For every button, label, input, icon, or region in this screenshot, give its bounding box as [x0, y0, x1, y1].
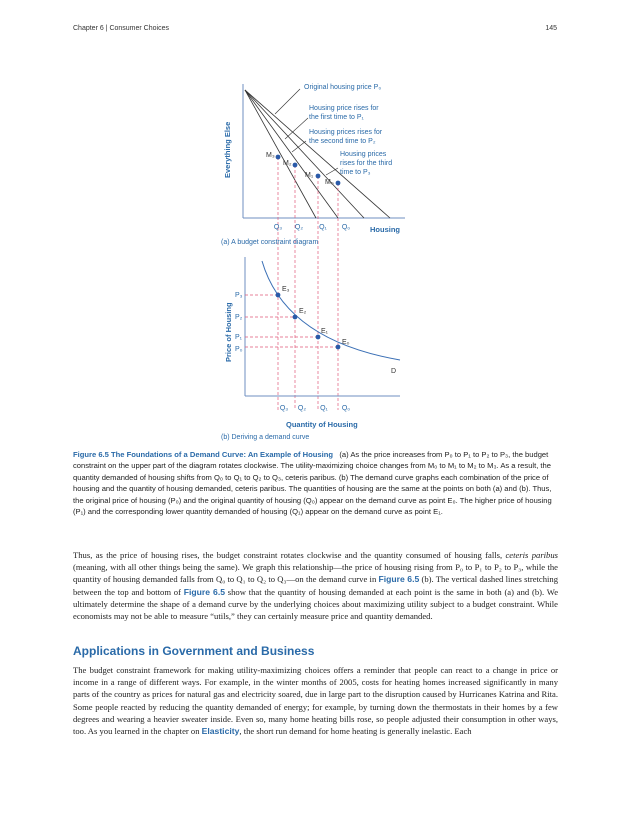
tick-a-q3: Q₃ — [273, 224, 283, 231]
panel-b-caption: (b) Deriving a demand curve — [221, 434, 310, 441]
annotation-second-rise-1: Housing prices rises for — [309, 129, 383, 136]
para1-text-1: Thus, as the price of housing rises, the budget constraint rotates clockwise and the quantity consumed of housing falls, — [73, 550, 506, 560]
budget-line-p3 — [245, 90, 316, 218]
panel-a — [221, 84, 405, 410]
para1-text-4: show that the quantity of housing demanded at each point is the same in both (a) and (b). We ultimately determine the shape of a demand curve by the underlying choices about maximizing utility subject to a budget constraint. While economists may not be able to measure “utils,” they can certainly measure price and quantity demanded. — [73, 586, 559, 622]
figure-6-5-link[interactable]: Figure 6.5 — [378, 574, 420, 585]
figure-caption — [73, 449, 558, 517]
point-m3 — [276, 155, 281, 160]
point-m0 — [336, 181, 341, 186]
label-e2: E₂ — [299, 308, 307, 315]
tick-b-q3: Q₃ — [279, 405, 289, 412]
figure-caption-text: (a) As the price increases from P₀ to P₁ to P₂ to P₃, the budget constraint on the upper part of the diagram rotates clockwise. The utility-maximizing choice changes from M₀ to M₁ to M₂ to M₃. As a result, the quantity demanded of housing shifts from Q₀ to Q₁ to Q₂ to Q₃, ceteris paribus. (b) The demand curve graphs each combination of the price of housing and the quantity of housing demanded, ceteris paribus. The quantities of housing are the same at the points on both (a) and (b). Thus, the original price of housing (P₀) and the original quantity of housing (Q₀) appear on the demand curve as point E₀. The higher price of housing (P₁) and the corresponding lower quantity demanded of housing (Q₁) appear on the demand curve as point E₁. — [73, 450, 552, 517]
tick-a-q1: Q₁ — [319, 224, 327, 231]
point-m1 — [316, 174, 321, 179]
label-m1: M₁ — [305, 172, 314, 179]
annotation-first-rise-1: Housing price rises for — [309, 105, 379, 112]
point-m2 — [293, 163, 298, 168]
panel-b — [221, 257, 400, 441]
tick-a-q0: Q₀ — [341, 224, 351, 231]
tick-b-p2: P₂ — [235, 314, 243, 321]
para1-text-3: (b). The vertical dashed lines stretching between the top and bottom of — [73, 574, 558, 597]
demand-curve — [262, 261, 400, 360]
page-number: 145 — [545, 25, 557, 32]
figure-caption-label: Figure 6.5 The Foundations of a Demand Curve: An Example of Housing — [73, 450, 334, 459]
arrow-p3 — [326, 168, 338, 175]
label-e1: E₁ — [321, 328, 329, 335]
label-m3: M₃ — [266, 152, 275, 159]
label-m2: M₂ — [283, 160, 292, 167]
annotation-second-rise-2: the second time to P₂ — [309, 138, 376, 145]
tick-b-p1: P₁ — [235, 334, 243, 341]
panel-a-caption: (a) A budget constraint diagram — [221, 239, 319, 246]
annotation-third-rise-2: rises for the third — [340, 160, 393, 167]
point-e1 — [316, 335, 321, 340]
label-e0: E₀ — [342, 339, 350, 346]
tick-b-p3: P₃ — [235, 292, 243, 299]
figure-6-5-link-2[interactable]: Figure 6.5 — [183, 586, 225, 597]
tick-b-q0: Q₀ — [341, 405, 351, 412]
annotation-third-rise-1: Housing prices — [340, 151, 387, 158]
point-e3 — [276, 293, 281, 298]
annotation-third-rise-3: time to P₃ — [340, 169, 371, 176]
label-m0: M₀ — [325, 179, 334, 186]
tick-b-q1: Q₁ — [320, 405, 328, 412]
para2-text-1: The budget constraint framework for making utility-maximizing choices offers a reminder that people can react to a change in price or income in a range of different ways. For example, in the winter months of 2005, costs for heating homes increased significantly in many parts of the country as prices for natural gas and electricity soared, due in large part to the disruption caused by Hurricanes Katrina and Rita. Some people reacted by reducing the quantity demanded of energy; for example, by turning down the thermostats in their homes by a few degrees and wearing a heavier sweater inside. Even so, many home heating bills rose, so people adjusted their consumption in other ways, too. As you learned in the chapter on — [73, 665, 558, 737]
tick-b-q2: Q₂ — [297, 405, 307, 412]
section-heading: Applications in Government and Business — [73, 644, 315, 658]
para2-text-2: , the short run demand for home heating is generally inelastic. Each — [239, 726, 472, 737]
para1-text-2: (meaning, with all other things being the same). We graph this relationship—the price of housing rising from P₀ to P₁ to P₂ to P₃, while the quantity of housing demanded falls from Q₀ to Q₁ to Q₂ to Q₃—on the demand curve in — [73, 562, 558, 585]
point-e2 — [293, 315, 298, 320]
para1-italic: ceteris paribus — [505, 550, 558, 560]
tick-b-p0: P₀ — [235, 346, 243, 353]
point-e0 — [336, 345, 341, 350]
panel-b-x-label: Quantity of Housing — [286, 420, 358, 429]
paragraph-demand-curve — [73, 549, 558, 622]
panel-b-y-label: Price of Housing — [224, 302, 233, 362]
label-e3: E₃ — [282, 286, 290, 293]
tick-a-q2: Q₂ — [294, 224, 304, 231]
annotation-original-price: Original housing price P₀ — [304, 84, 382, 91]
elasticity-link[interactable]: Elasticity — [201, 726, 240, 737]
annotation-first-rise-2: the first time to P₁ — [309, 114, 364, 121]
label-demand: D — [391, 368, 397, 375]
panel-a-x-label: Housing — [370, 225, 400, 234]
panel-a-y-label: Everything Else — [223, 121, 232, 178]
paragraph-applications — [73, 664, 558, 737]
arrow-p0 — [275, 89, 300, 114]
running-header-chapter: Chapter 6 | Consumer Choices — [73, 25, 169, 32]
